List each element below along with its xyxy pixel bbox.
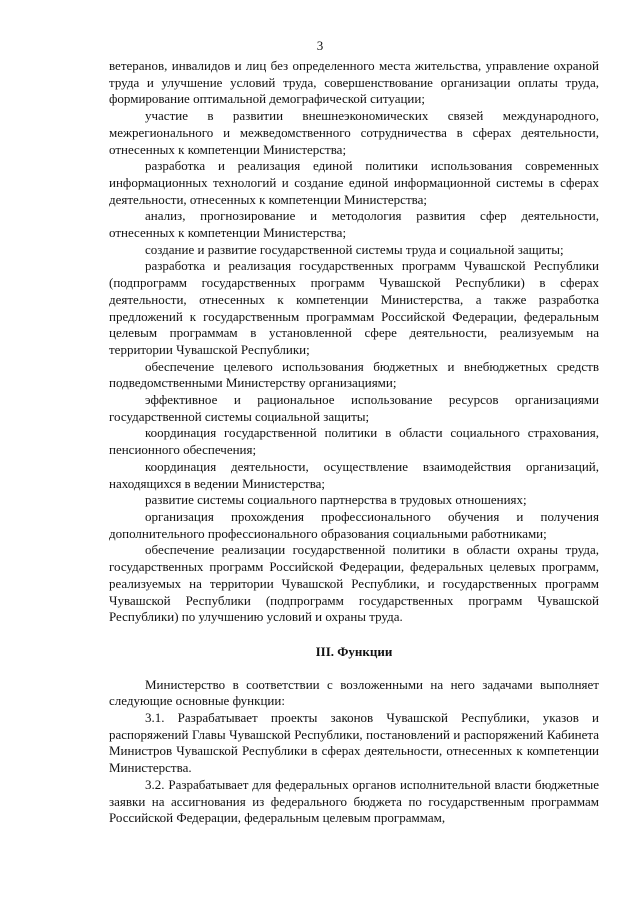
list-item: анализ, прогнозирование и методология развития сфер деятельности, отнесенных к компетенции Министерства; [109, 208, 599, 241]
list-item: ветеранов, инвалидов и лиц без определенного места жительства, управление охраной труда и улучшение условий труда, совершенствование организации оплаты труда, формирование оптимальной демографической ситуации; [109, 58, 599, 107]
list-item: обеспечение целевого использования бюджетных и внебюджетных средств подведомственными Министерству организациями; [109, 358, 599, 391]
function-item: 3.2. Разрабатывает для федеральных органов исполнительной власти бюджетные заявки на ассигнования из федерального бюджета по государственным программам Российской Федерации, федеральным целевым программам, [109, 776, 599, 826]
list-item: координация деятельности, осуществление взаимодействия организаций, находящихся в ведении Министерства; [109, 458, 599, 491]
page-number: 3 [316, 38, 324, 53]
list-item: разработка и реализация единой политики использования современных информационных технологий и создание единой информационной системы в сферах деятельности, отнесенных к компетенции Министерства; [109, 158, 599, 207]
list-item: создание и развитие государственной системы труда и социальной защиты; [145, 241, 564, 257]
list-item: эффективное и рациональное использование ресурсов организациями государственной системы социальной защиты; [109, 392, 599, 424]
list-item: участие в развитии внешнеэкономических связей международного, межрегионального и межведомственного сотрудничества в сферах деятельности, отнесенных к компетенции Министерства; [109, 108, 599, 157]
function-item: 3.1. Разрабатывает проекты законов Чувашской Республики, указов и распоряжений Главы Чувашской Республики, постановлений и распоряжений Кабинета Министров Чувашской Республики в сферах деятельности, отнесенных к компетенции Министерства. [109, 710, 599, 776]
functions-intro: Министерство в соответствии с возложенными на него задачами выполняет следующие основные функции: [109, 676, 599, 709]
section-heading: III. Функции [315, 643, 393, 659]
list-item: координация государственной политики в области социального страхования, пенсионного обеспечения; [109, 425, 599, 458]
list-item: развитие системы социального партнерства в трудовых отношениях; [145, 492, 527, 508]
list-item: разработка и реализация государственных программ Чувашской Республики (подпрограмм государственных программ Чувашской Республики) в сферах деятельности, отнесенных к компетенции Министерства, а также разработка предложений к государственным программам Российской Федерации, федеральным целевым программам в установленной сфере деятельности, реализуемым на территории Чувашской Республики; [109, 258, 599, 357]
document-body [109, 58, 599, 827]
list-item: организация прохождения профессионального обучения и получения дополнительного профессионального образования социальными работниками; [109, 508, 599, 541]
list-item: обеспечение реализации государственной политики в области охраны труда, государственных программ Российской Федерации, федеральных целевых программ, реализуемых на территории Чувашской Республики, и государственных программ Чувашской Республики (подпрограмм государственных программ Чувашской Республики) по улучшению условий и охраны труда. [109, 542, 599, 625]
